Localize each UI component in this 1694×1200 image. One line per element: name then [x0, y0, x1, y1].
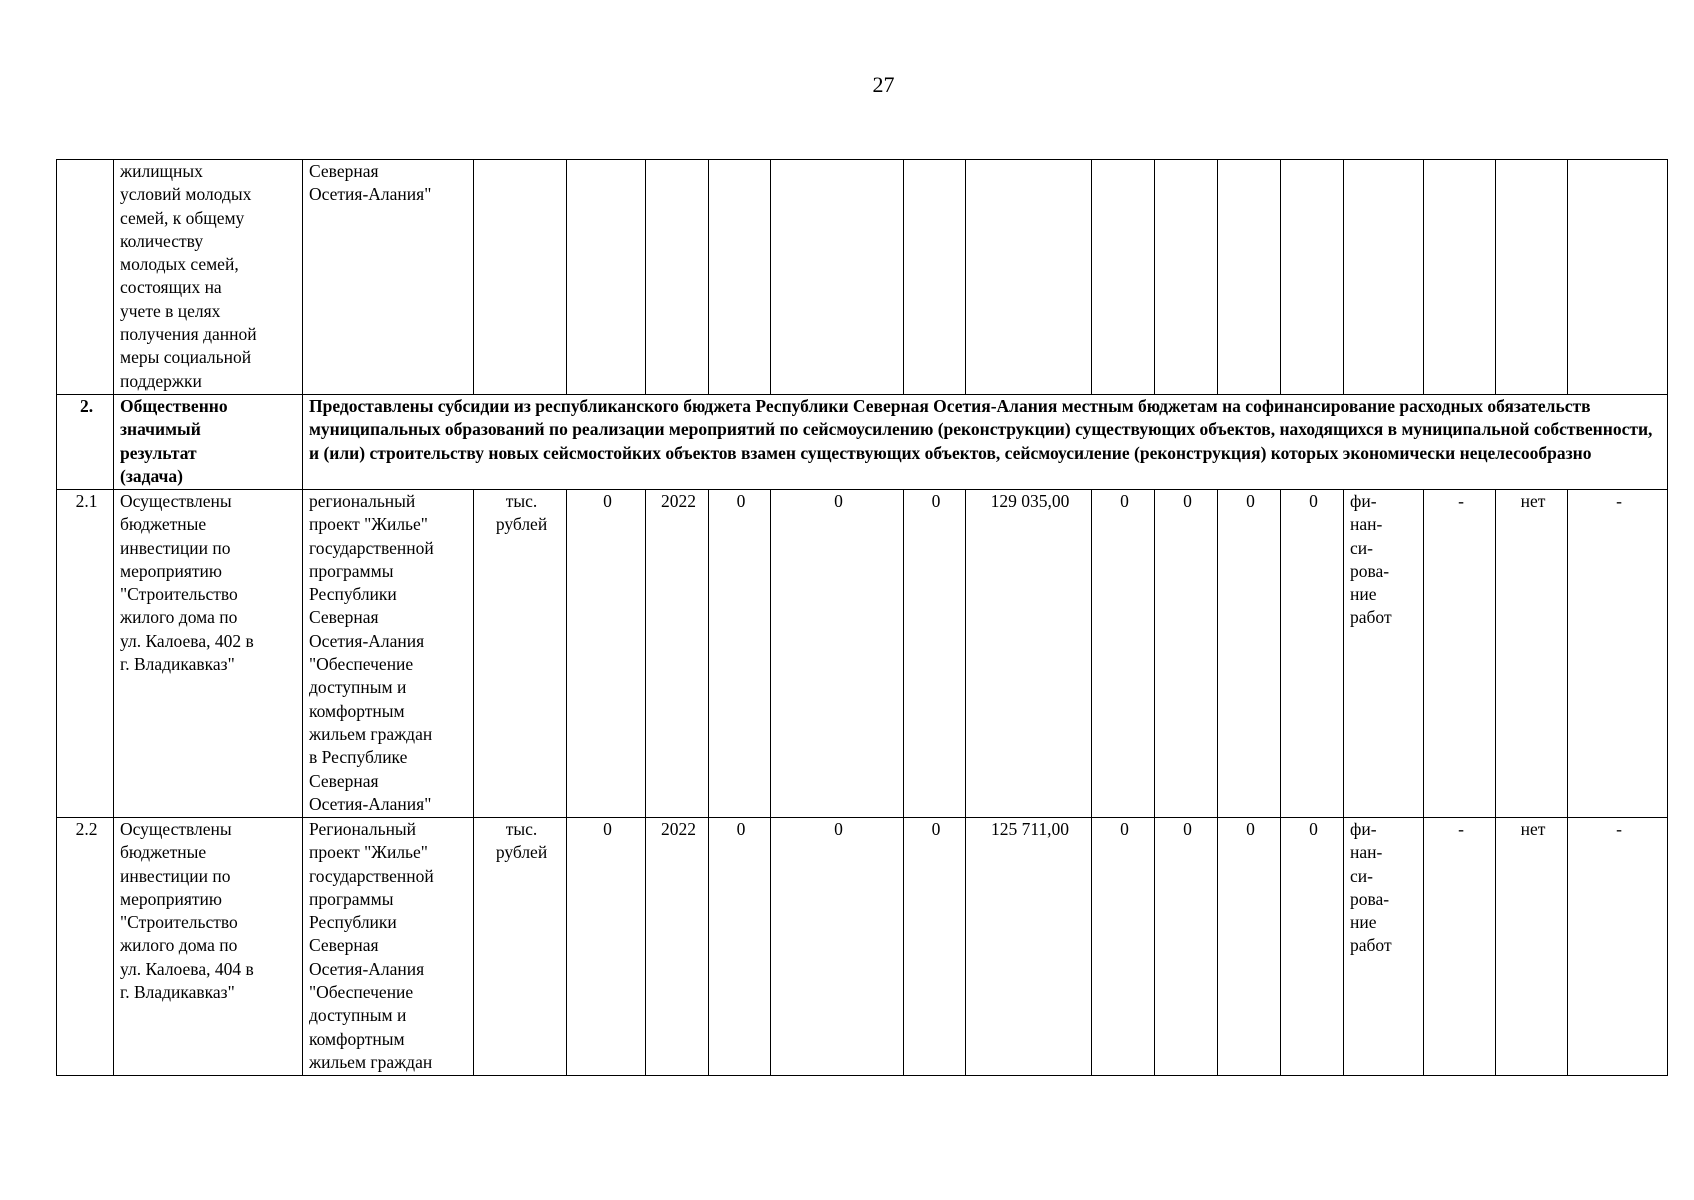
cell-program: региональный проект "Жилье" государственной программы Республики Северная Осетия-Алания "Обеспечение доступным и комфортным жильем граждан в Республике Северная Осетия-Алания"	[303, 490, 474, 818]
cell-value: 0	[904, 490, 966, 818]
section-row	[57, 395, 1668, 490]
cell-program: Региональный проект "Жилье" государственной программы Республики Северная Осетия-Алания "Обеспечение доступным и комфортным жильем граждан	[303, 818, 474, 1076]
cell-value: 0	[1092, 818, 1155, 1076]
cell-value: 0	[1218, 490, 1281, 818]
cell-flag: -	[1424, 818, 1496, 1076]
section-label: Общественно значимый результат (задача)	[114, 395, 303, 490]
cell-flag: нет	[1496, 818, 1568, 1076]
cell-num: 2.1	[57, 490, 114, 818]
cell-value: 0	[1155, 490, 1218, 818]
cell-unit: тыс. рублей	[474, 818, 567, 1076]
section-number: 2.	[57, 395, 114, 490]
cell-indicator-name: Осуществлены бюджетные инвестиции по мероприятию "Строительство жилого дома по ул. Калоева, 402 в г. Владикавказ"	[114, 490, 303, 818]
cell-base-value: 0	[567, 818, 646, 1076]
cell-flag: нет	[1496, 490, 1568, 818]
cell-value: 0	[771, 818, 904, 1076]
cell-base-value: 0	[567, 490, 646, 818]
section-description: Предоставлены субсидии из республиканского бюджета Республики Северная Осетия-Алания местным бюджетам на софинансирование расходных обязательств муниципальных образований по реализации мероприятий по сейсмоусилению (реконструкции) существующих объектов, находящихся в муниципальной собственности, и (или) строительству новых сейсмостойких объектов взамен существующих объектов, сейсмоусиление (реконструкция) которых экономически нецелесообразно	[303, 395, 1668, 490]
cell-year: 2022	[646, 818, 709, 1076]
cell-value: 0	[1281, 818, 1344, 1076]
cell-indicator-name: Осуществлены бюджетные инвестиции по мероприятию "Строительство жилого дома по ул. Калоева, 404 в г. Владикавказ"	[114, 818, 303, 1076]
indicators-table	[56, 159, 1668, 1076]
cell-flag: -	[1568, 490, 1668, 818]
cell-value: 125 711,00	[966, 818, 1092, 1076]
cell-type: фи- нан- си- рова- ние работ	[1344, 490, 1424, 818]
cell-value: 0	[1281, 490, 1344, 818]
cell-flag: -	[1568, 818, 1668, 1076]
cell-value: 0	[709, 818, 771, 1076]
cell-value: 0	[1218, 818, 1281, 1076]
cell-value: 0	[771, 490, 904, 818]
cell-num: 2.2	[57, 818, 114, 1076]
table-row	[57, 490, 1668, 818]
cell-year: 2022	[646, 490, 709, 818]
cell-unit: тыс. рублей	[474, 490, 567, 818]
page-number: 27	[872, 72, 895, 97]
cell-num	[57, 160, 114, 395]
cell-flag: -	[1424, 490, 1496, 818]
cell-value: 129 035,00	[966, 490, 1092, 818]
cell-program: Северная Осетия-Алания"	[303, 160, 474, 395]
cell-indicator-name: жилищных условий молодых семей, к общему количеству молодых семей, состоящих на учете в целях получения данной меры социальной поддержки	[114, 160, 303, 395]
table-row-continuation	[57, 160, 1668, 395]
cell-value: 0	[1092, 490, 1155, 818]
table-row	[57, 818, 1668, 1076]
cell-value: 0	[1155, 818, 1218, 1076]
cell-value: 0	[904, 818, 966, 1076]
cell-type: фи- нан- си- рова- ние работ	[1344, 818, 1424, 1076]
cell-value: 0	[709, 490, 771, 818]
